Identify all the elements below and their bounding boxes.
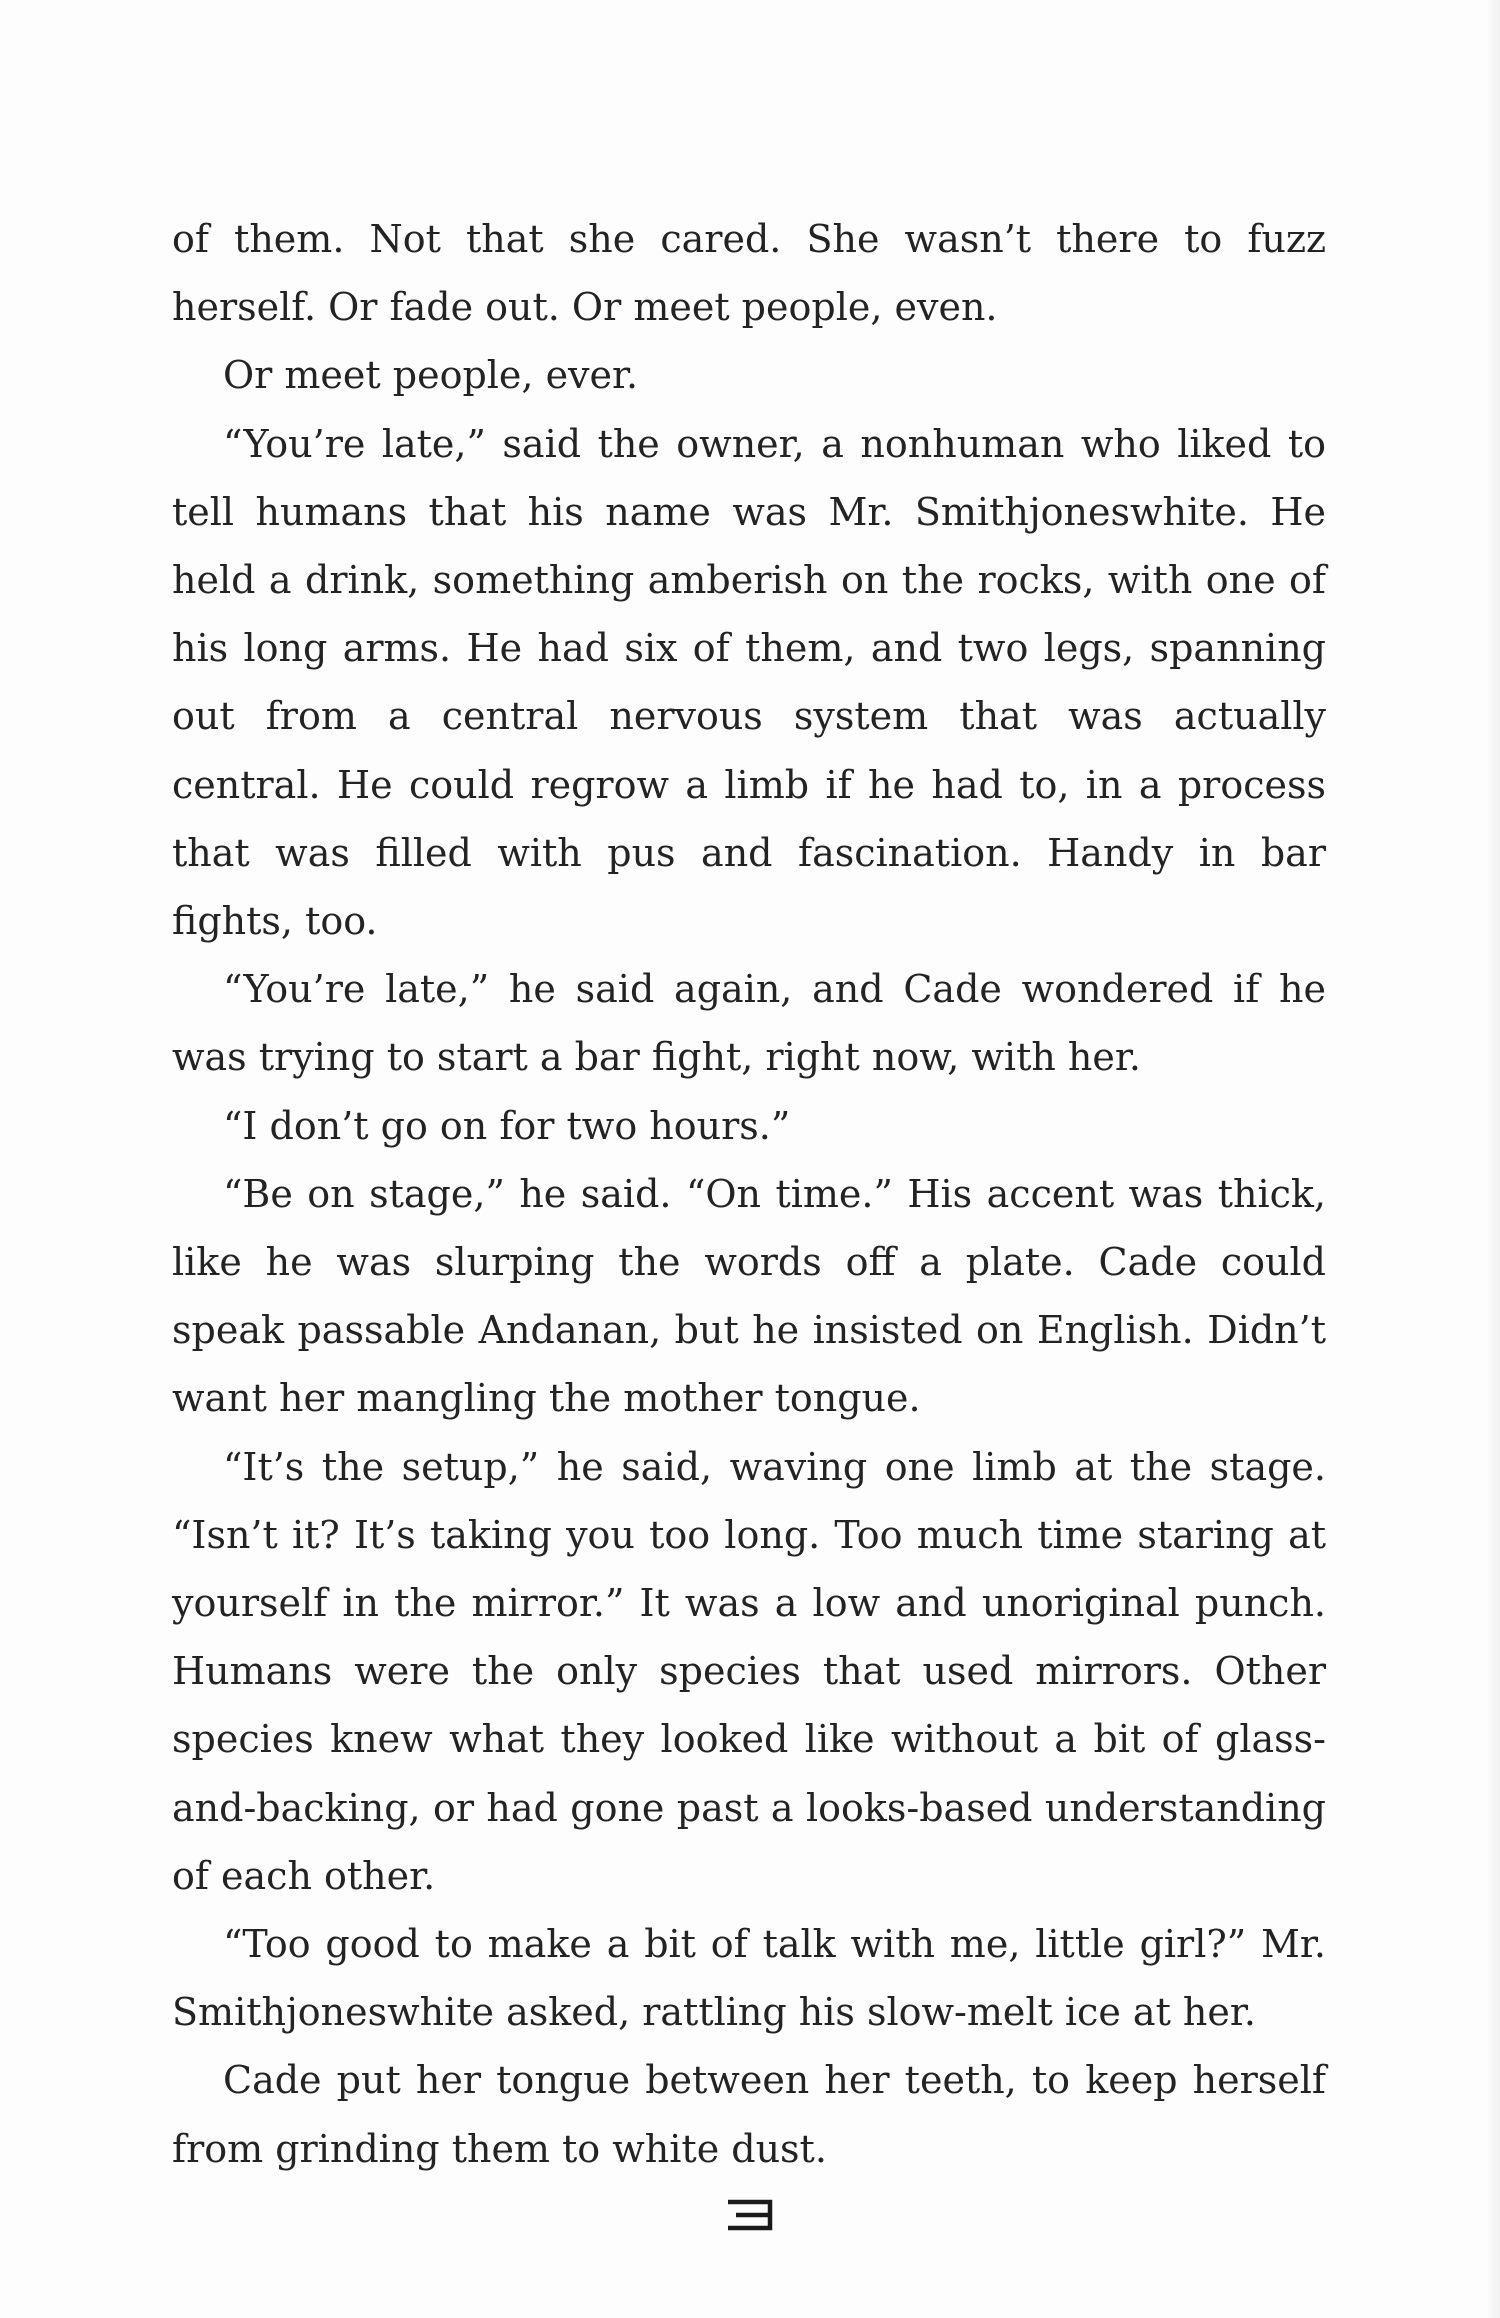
paragraph: “Be on stage,” he said. “On time.” His accent was thick, like he was slurping the words off a plate. Cade could speak passable Andanan, but he insisted on English. Didn’t want her mangling the mother tongue. <box>172 1171 1326 1421</box>
paragraph: “You’re late,” he said again, and Cade wondered if he was trying to start a bar fight, right now, with her. <box>172 967 1326 1080</box>
paragraph: Cade put her tongue between her teeth, to keep herself from grinding them to white dust. <box>172 2058 1326 2171</box>
paragraph: “You’re late,” said the owner, a nonhuman who liked to tell humans that his name was Mr. Smithjoneswhite. He held a drink, something amberish on the rocks, with one of his long arms. He had six of them, and two legs, spanning out from a central nervous system that was actually central. He could regrow a limb if he had to, in a process that was filled with pus and fascination. Handy in bar fights, too. <box>172 421 1326 944</box>
paragraph: Or meet people, ever. <box>223 353 639 398</box>
paragraph: “I don’t go on for two hours.” <box>223 1103 791 1148</box>
paragraph-continued: of them. Not that she cared. She wasn’t there to fuzz herself. Or fade out. Or meet people, even. <box>172 217 1326 330</box>
page-edge-shadow <box>1486 0 1500 2318</box>
body-text <box>172 205 1326 2183</box>
paragraph: “It’s the setup,” he said, waving one limb at the stage. “Isn’t it? It’s taking you too long. Too much time staring at yourself in the mirror.” It was a low and unoriginal punch. Humans were the only species that used mirrors. Other species knew what they looked like without a bit of glass-and-backing, or had gone past a looks-based understanding of each other. <box>172 1444 1326 1898</box>
paragraph: “Too good to make a bit of talk with me, little girl?” Mr. Smithjoneswhite asked, rattling his slow-melt ice at her. <box>172 1922 1326 2035</box>
page-number-3-glyph <box>724 2198 776 2232</box>
